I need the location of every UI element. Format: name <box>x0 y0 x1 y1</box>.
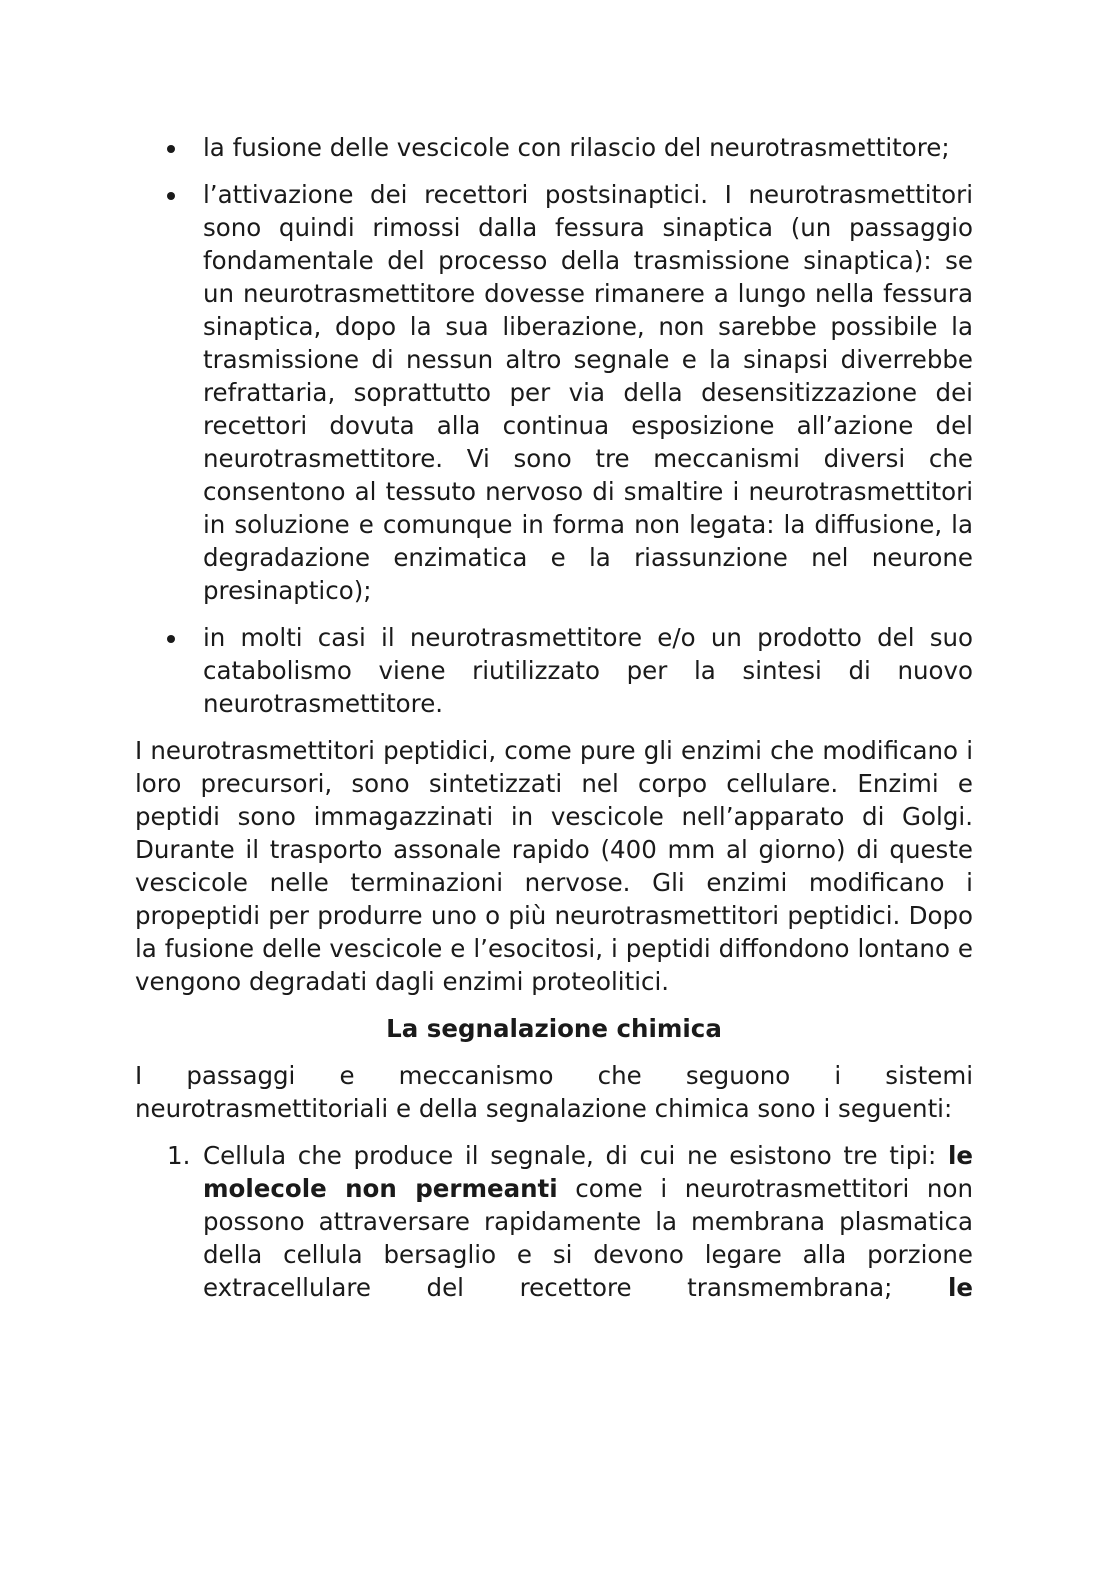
list-number: 1. <box>167 1141 191 1170</box>
paragraph-peptides: I neurotrasmettitori peptidici, come pure gli enzimi che modificano i loro precursori, sono sintetizzati nel corpo cellulare. Enzimi e peptidi sono immagazzinati in vescicole nell’apparato di Golgi. Durante il trasporto assonale rapido (400 mm al giorno) di queste vescicole nelle terminazioni nervose. Gli enzimi modificano i propeptidi per produrre uno o più neurotrasmettitori peptidici. Dopo la fusione delle vescicole e l’esocitosi, i peptidi diffondono lontano e vengono degradati dagli enzimi proteolitici. <box>135 736 973 996</box>
item-bold-continuation: le <box>947 1273 973 1302</box>
list-item <box>135 131 973 164</box>
item-bold-term: le molecole non permeanti <box>203 1141 973 1203</box>
bullet-text: la fusione delle vescicole con rilascio del neurotrasmettitore; <box>203 133 950 162</box>
bullet-text: l’attivazione dei recettori postsinaptici. I neurotrasmettitori sono quindi rimossi dalla fessura sinaptica (un passaggio fondamentale del processo della trasmissione sinaptica): se un neurotrasmettitore dovesse rimanere a lungo nella fessura sinaptica, dopo la sua liberazione, non sarebbe possibile la trasmissione di nessun altro segnale e la sinapsi diverrebbe refrattaria, soprattutto per via della desensitizzazione dei recettori dovuta alla continua esposizione all’azione del neurotrasmettitore. Vi sono tre meccanismi diversi che consentono al tessuto nervoso di smaltire i neurotrasmettitori in soluzione e comunque in forma non legata: la diffusione, la degradazione enzimatica e la riassunzione nel neurone presinaptico); <box>203 180 973 605</box>
list-item <box>135 621 973 720</box>
list-item <box>135 1139 973 1304</box>
paragraph-intro: I passaggi e meccanismo che seguono i sistemi neurotrasmettitoriali e della segnalazione chimica sono i seguenti: <box>135 1061 973 1123</box>
bullet-text: in molti casi il neurotrasmettitore e/o un prodotto del suo catabolismo viene riutilizzato per la sintesi di nuovo neurotrasmettitore. <box>203 623 973 718</box>
item-text-before: Cellula che produce il segnale, di cui ne esistono tre tipi: <box>203 1141 948 1170</box>
document-page <box>135 131 973 1304</box>
bullet-icon <box>167 635 175 643</box>
list-item <box>135 178 973 607</box>
section-heading: La segnalazione chimica <box>386 1014 722 1043</box>
bullet-icon <box>167 192 175 200</box>
bullet-list <box>135 131 973 720</box>
item-text-middle: come i neurotrasmettitori non possono attraversare rapidamente la membrana plasmatica della cellula bersaglio e si devono legare alla porzione extracellulare del recettore transmembrana; <box>203 1174 973 1302</box>
numbered-list <box>135 1139 973 1304</box>
bullet-icon <box>167 145 175 153</box>
